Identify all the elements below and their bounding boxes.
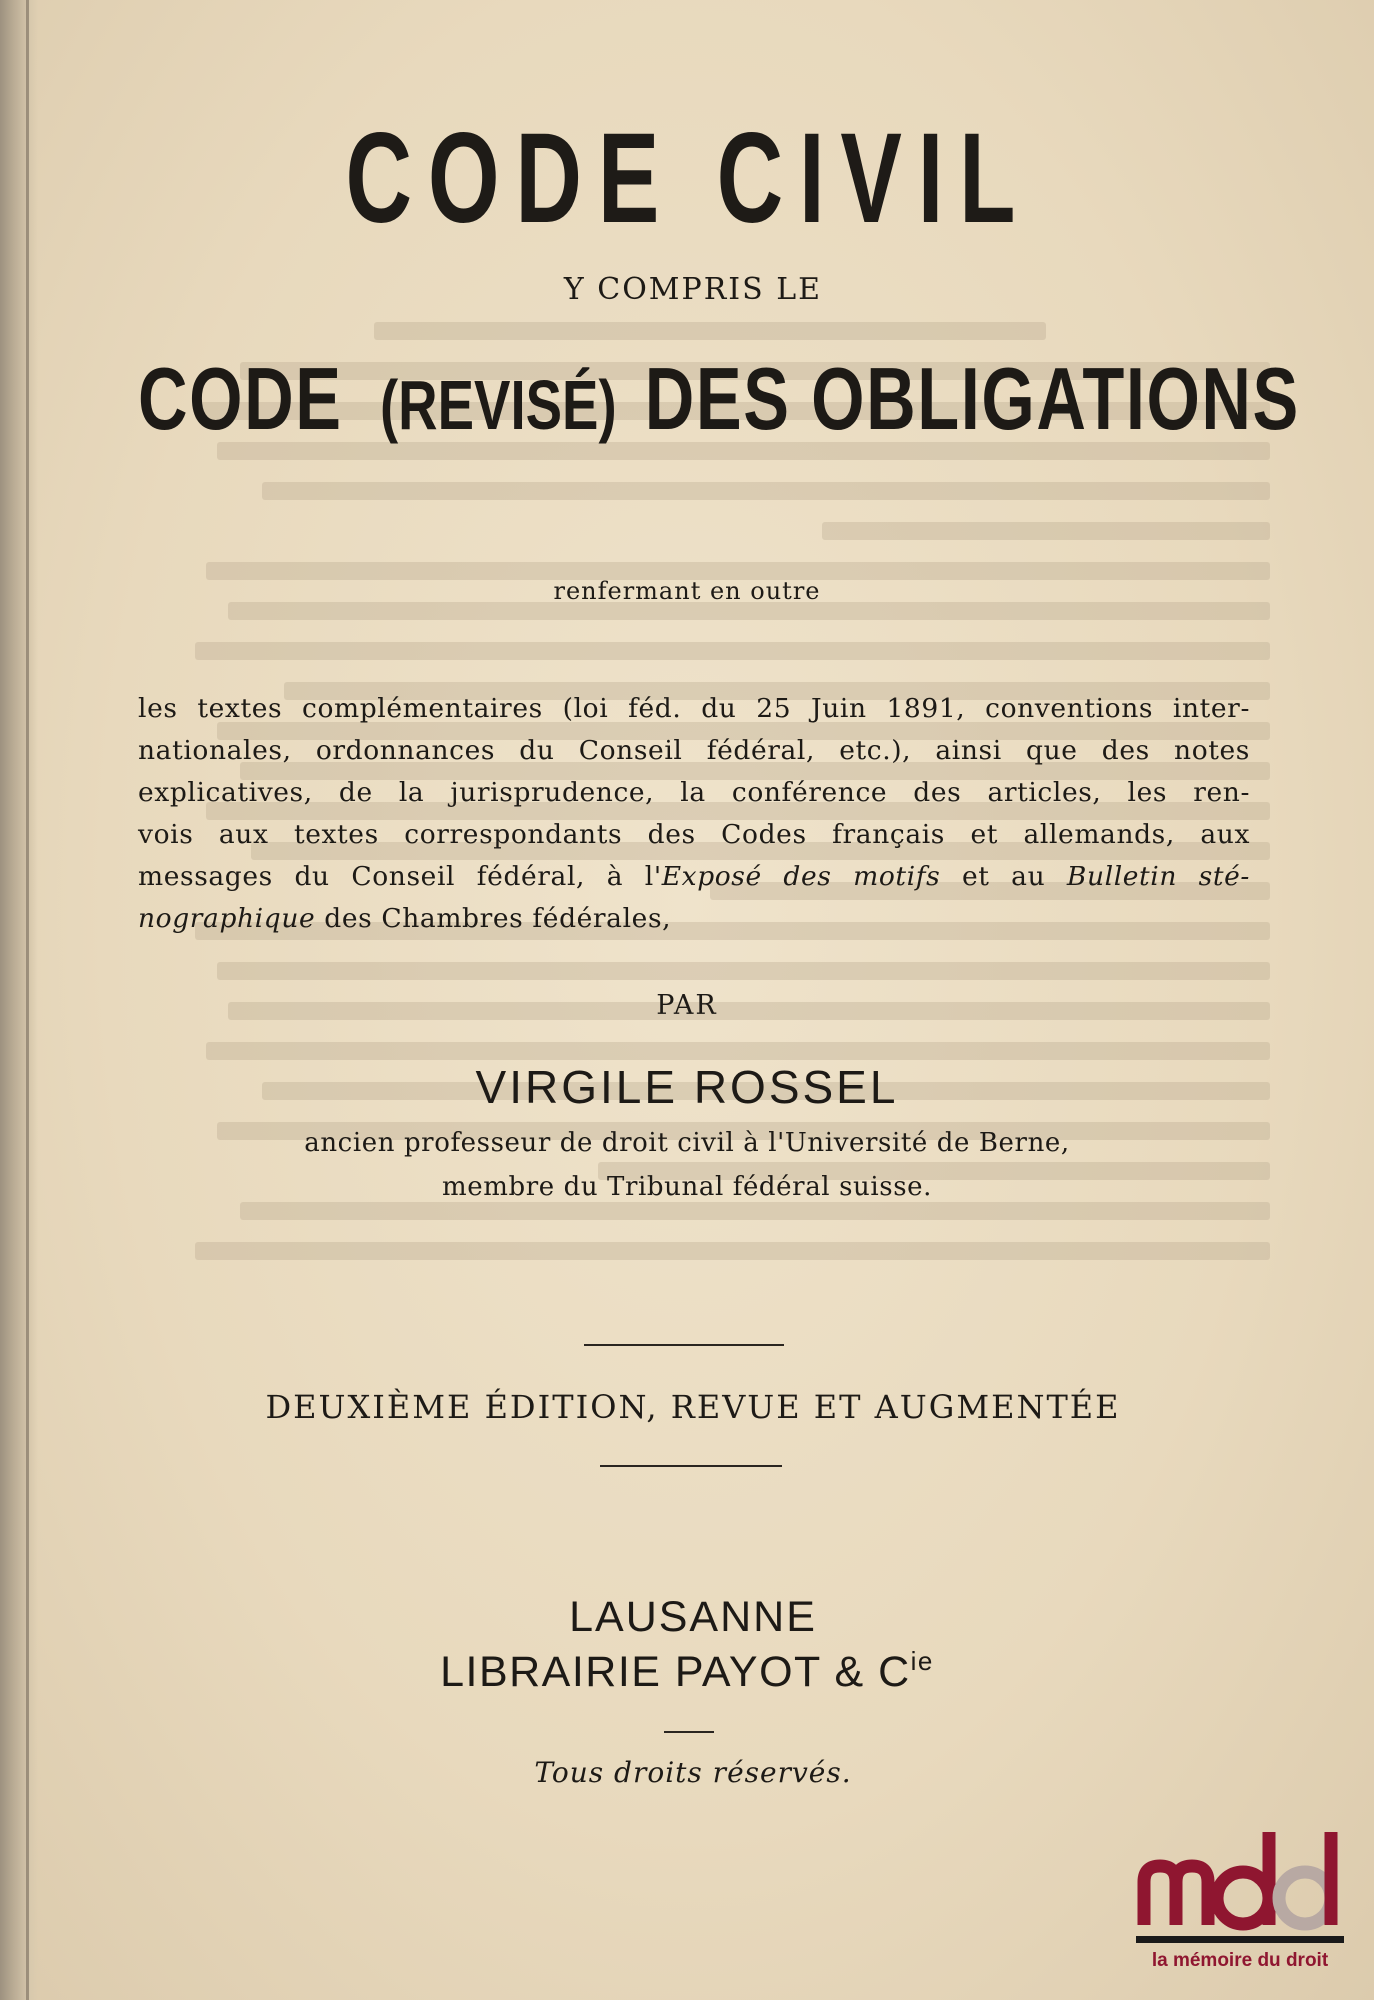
obligations-revise-word: (REVISÉ) [379, 366, 617, 444]
expose-des-motifs: Exposé des motifs [661, 861, 941, 892]
by-label: PAR [656, 990, 718, 1021]
obligations-code-word: CODE [138, 349, 343, 448]
description-text: messages du Conseil fédéral, à l' [138, 861, 662, 892]
description-line: explicatives, de la jurisprudence, la conférence des articles, les ren- [138, 777, 1250, 808]
author-affiliation-2: membre du Tribunal fédéral suisse. [441, 1172, 933, 1202]
description-line: nationales, ordonnances du Conseil fédéral, etc.), ainsi que des notes [138, 735, 1250, 766]
bulletin-stenographique-cont: nographique [138, 903, 316, 934]
publication-city: LAUSANNE [569, 1593, 817, 1641]
author-affiliation-1: ancien professeur de droit civil à l'Université de Berne, [304, 1128, 1070, 1158]
obligations-rest: DES OBLIGATIONS [644, 349, 1300, 448]
publisher-text: LIBRAIRIE PAYOT & C [440, 1648, 911, 1696]
mdd-logo [1130, 1820, 1350, 1970]
author-name: VIRGILE ROSSEL [475, 1061, 899, 1113]
description-text: et au [940, 861, 1067, 892]
rights-notice: Tous droits réservés. [534, 1756, 852, 1789]
description-line [138, 856, 1250, 898]
mdd-logo-tagline: la mémoire du droit [1151, 1950, 1329, 1971]
publisher-superscript: ie [910, 1646, 934, 1676]
mdd-logo-mark [1130, 1820, 1350, 1950]
bulletin-stenographique: Bulletin sté- [1066, 861, 1250, 892]
tagline: renfermant en outre [553, 577, 821, 605]
publisher-name [0, 1646, 1374, 1697]
description-paragraph [138, 688, 1250, 940]
edition-statement: DEUXIÈME ÉDITION, REVUE ET AUGMENTÉE [265, 1388, 1121, 1426]
divider-rule [584, 1344, 784, 1346]
description-line [138, 898, 1250, 940]
main-title: CODE CIVIL [345, 107, 1032, 250]
divider-rule [600, 1465, 782, 1467]
description-line: vois aux textes correspondants des Codes français et allemands, aux [138, 819, 1250, 850]
divider-rule [664, 1731, 714, 1733]
subtitle-including: Y COMPRIS LE [563, 272, 823, 307]
obligations-title [138, 348, 1300, 450]
description-line: les textes complémentaires (loi féd. du 25 Juin 1891, conventions inter- [138, 693, 1250, 724]
description-text: des Chambres fédérales, [315, 903, 672, 934]
